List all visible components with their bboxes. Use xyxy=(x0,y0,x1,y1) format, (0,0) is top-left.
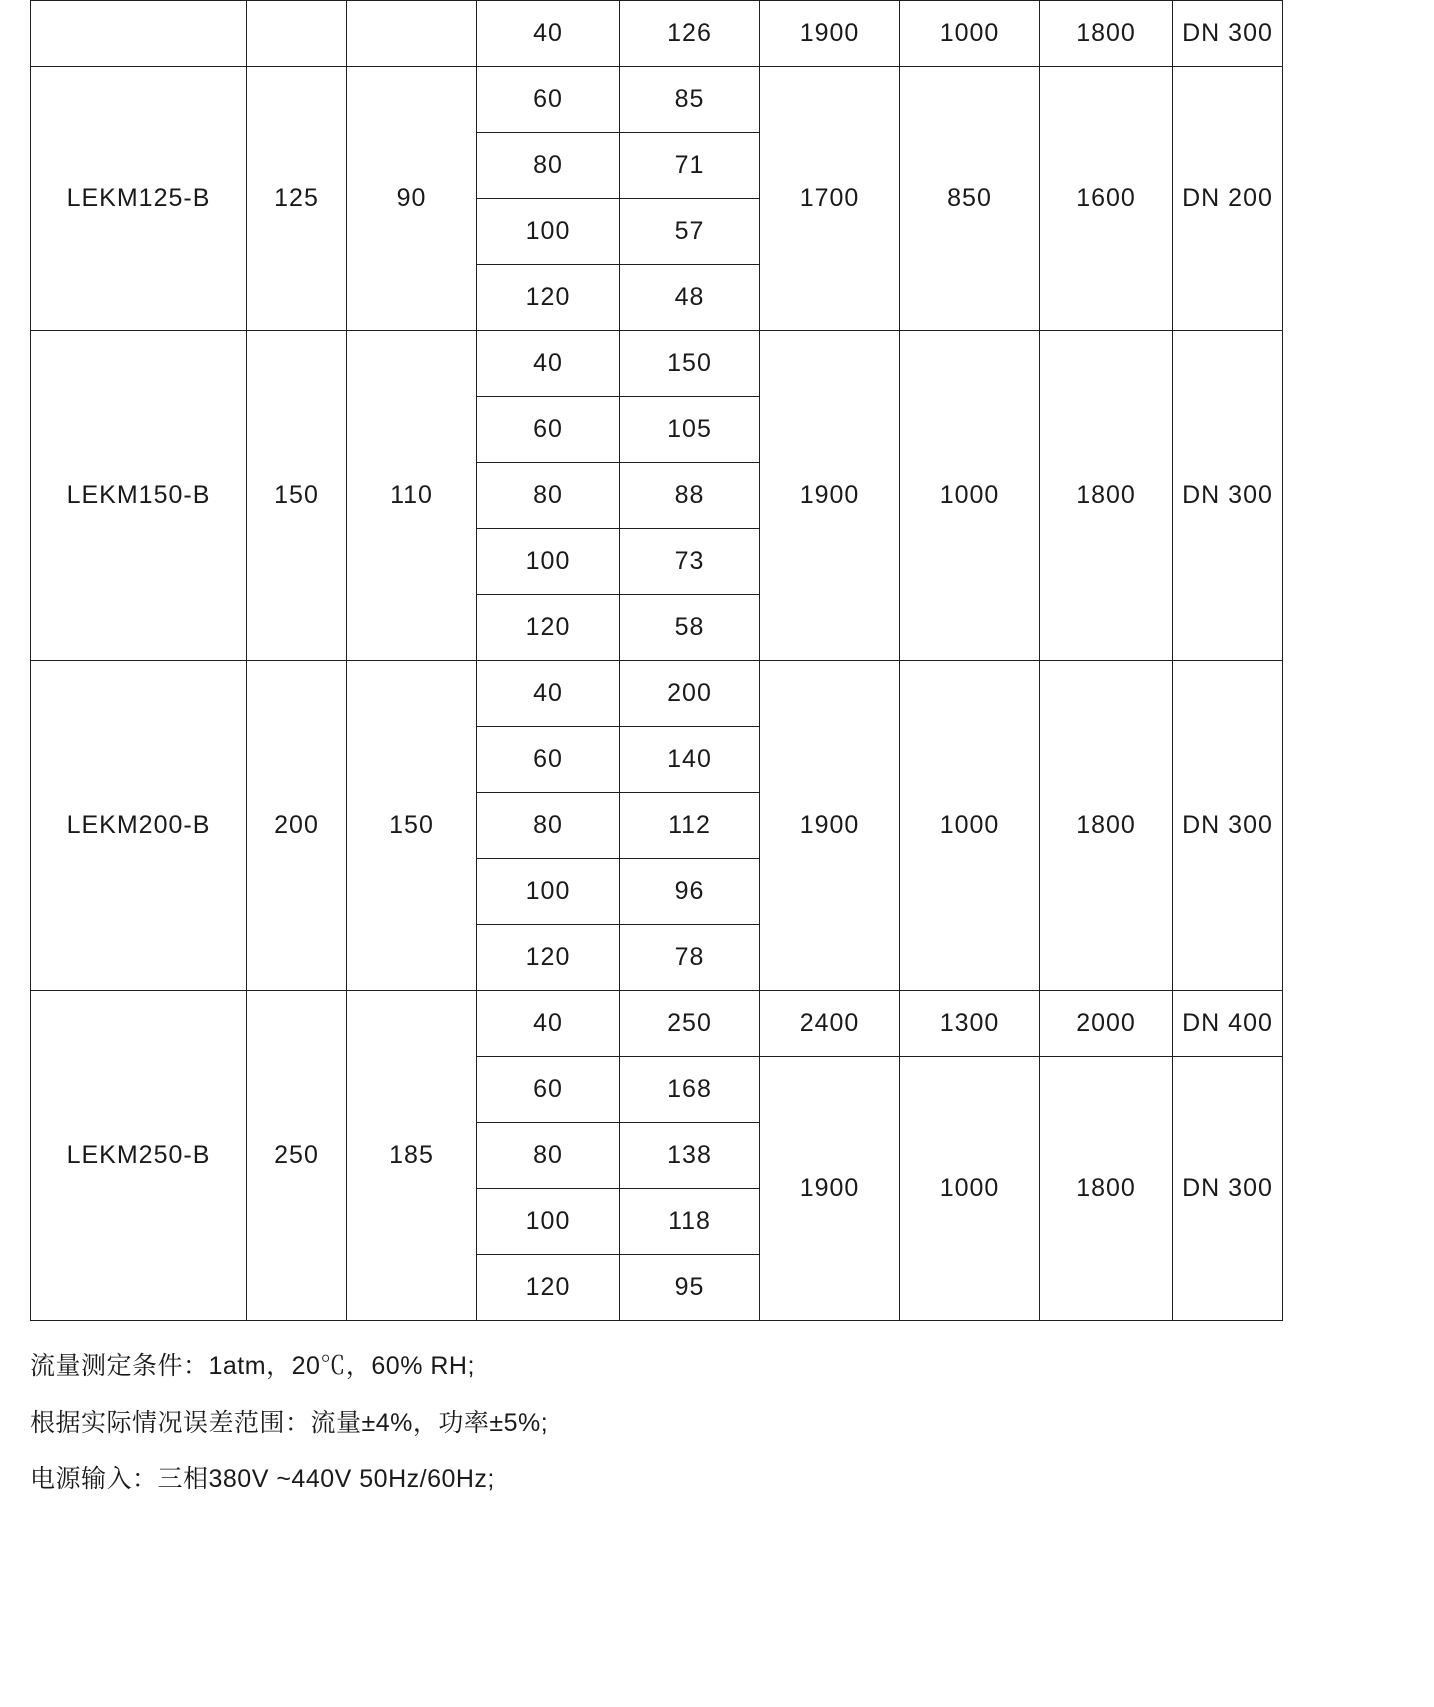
cell-model: LEKM125-B xyxy=(31,67,247,331)
cell-dn: DN 300 xyxy=(1173,1,1283,67)
cell-pressure: 100 xyxy=(477,199,620,265)
cell-pressure: 120 xyxy=(477,265,620,331)
specification-sheet xyxy=(30,0,1282,1321)
specification-table xyxy=(30,0,1283,1321)
cell-air-volume: 185 xyxy=(347,991,477,1321)
cell-flow: 118 xyxy=(620,1189,760,1255)
cell-flow: 85 xyxy=(620,67,760,133)
cell-dn: DN 300 xyxy=(1173,661,1283,991)
note-line: 根据实际情况误差范围：流量±4%，功率±5%; xyxy=(30,1408,549,1437)
cell-length: 1900 xyxy=(760,661,900,991)
cell-height: 1600 xyxy=(1040,67,1173,331)
cell-pressure: 80 xyxy=(477,1123,620,1189)
cell-dn: DN 300 xyxy=(1173,1057,1283,1321)
cell-height: 1800 xyxy=(1040,1,1173,67)
table-row xyxy=(31,991,1283,1057)
cell-power: 200 xyxy=(247,661,347,991)
cell-dn: DN 400 xyxy=(1173,991,1283,1057)
cell-power: 125 xyxy=(247,67,347,331)
cell-model: LEKM200-B xyxy=(31,661,247,991)
cell-model: LEKM250-B xyxy=(31,991,247,1321)
cell-model xyxy=(31,1,247,67)
cell-pressure: 80 xyxy=(477,793,620,859)
cell-flow: 96 xyxy=(620,859,760,925)
cell-pressure: 100 xyxy=(477,859,620,925)
cell-pressure: 40 xyxy=(477,991,620,1057)
table-row xyxy=(31,331,1283,397)
cell-flow: 105 xyxy=(620,397,760,463)
cell-pressure: 120 xyxy=(477,925,620,991)
cell-flow: 88 xyxy=(620,463,760,529)
cell-pressure: 40 xyxy=(477,1,620,67)
cell-flow: 126 xyxy=(620,1,760,67)
cell-length: 1700 xyxy=(760,67,900,331)
cell-width: 1000 xyxy=(900,1,1040,67)
table-row xyxy=(31,1,1283,67)
cell-pressure: 60 xyxy=(477,1057,620,1123)
cell-flow: 150 xyxy=(620,331,760,397)
note-line: 流量测定条件：1atm，20℃，60% RH; xyxy=(30,1352,475,1380)
cell-flow: 140 xyxy=(620,727,760,793)
table-body xyxy=(31,1,1283,1321)
cell-pressure: 120 xyxy=(477,595,620,661)
cell-power: 150 xyxy=(247,331,347,661)
cell-pressure: 40 xyxy=(477,331,620,397)
cell-flow: 200 xyxy=(620,661,760,727)
table-row xyxy=(31,661,1283,727)
cell-flow: 138 xyxy=(620,1123,760,1189)
cell-flow: 250 xyxy=(620,991,760,1057)
cell-pressure: 40 xyxy=(477,661,620,727)
cell-pressure: 60 xyxy=(477,727,620,793)
cell-width: 1000 xyxy=(900,1057,1040,1321)
cell-flow: 95 xyxy=(620,1255,760,1321)
cell-flow: 73 xyxy=(620,529,760,595)
cell-air-volume: 110 xyxy=(347,331,477,661)
cell-width: 1000 xyxy=(900,331,1040,661)
cell-dn: DN 300 xyxy=(1173,331,1283,661)
cell-air-volume xyxy=(347,1,477,67)
cell-model: LEKM150-B xyxy=(31,331,247,661)
cell-flow: 57 xyxy=(620,199,760,265)
cell-pressure: 120 xyxy=(477,1255,620,1321)
cell-pressure: 100 xyxy=(477,529,620,595)
table-row xyxy=(31,67,1283,133)
cell-height: 1800 xyxy=(1040,1057,1173,1321)
cell-length: 2400 xyxy=(760,991,900,1057)
cell-power: 250 xyxy=(247,991,347,1321)
notes-block xyxy=(30,1350,1330,1520)
cell-pressure: 100 xyxy=(477,1189,620,1255)
cell-power xyxy=(247,1,347,67)
cell-width: 1000 xyxy=(900,661,1040,991)
cell-flow: 71 xyxy=(620,133,760,199)
cell-pressure: 80 xyxy=(477,133,620,199)
cell-length: 1900 xyxy=(760,1057,900,1321)
note-line: 电源输入：三相380V ~440V 50Hz/60Hz; xyxy=(30,1465,495,1493)
cell-flow: 58 xyxy=(620,595,760,661)
cell-dn: DN 200 xyxy=(1173,67,1283,331)
cell-pressure: 60 xyxy=(477,397,620,463)
cell-width: 1300 xyxy=(900,991,1040,1057)
cell-pressure: 80 xyxy=(477,463,620,529)
cell-air-volume: 150 xyxy=(347,661,477,991)
cell-flow: 112 xyxy=(620,793,760,859)
cell-height: 1800 xyxy=(1040,331,1173,661)
cell-height: 1800 xyxy=(1040,661,1173,991)
cell-height: 2000 xyxy=(1040,991,1173,1057)
cell-flow: 168 xyxy=(620,1057,760,1123)
cell-length: 1900 xyxy=(760,331,900,661)
cell-flow: 78 xyxy=(620,925,760,991)
cell-length: 1900 xyxy=(760,1,900,67)
cell-air-volume: 90 xyxy=(347,67,477,331)
cell-flow: 48 xyxy=(620,265,760,331)
cell-width: 850 xyxy=(900,67,1040,331)
cell-pressure: 60 xyxy=(477,67,620,133)
